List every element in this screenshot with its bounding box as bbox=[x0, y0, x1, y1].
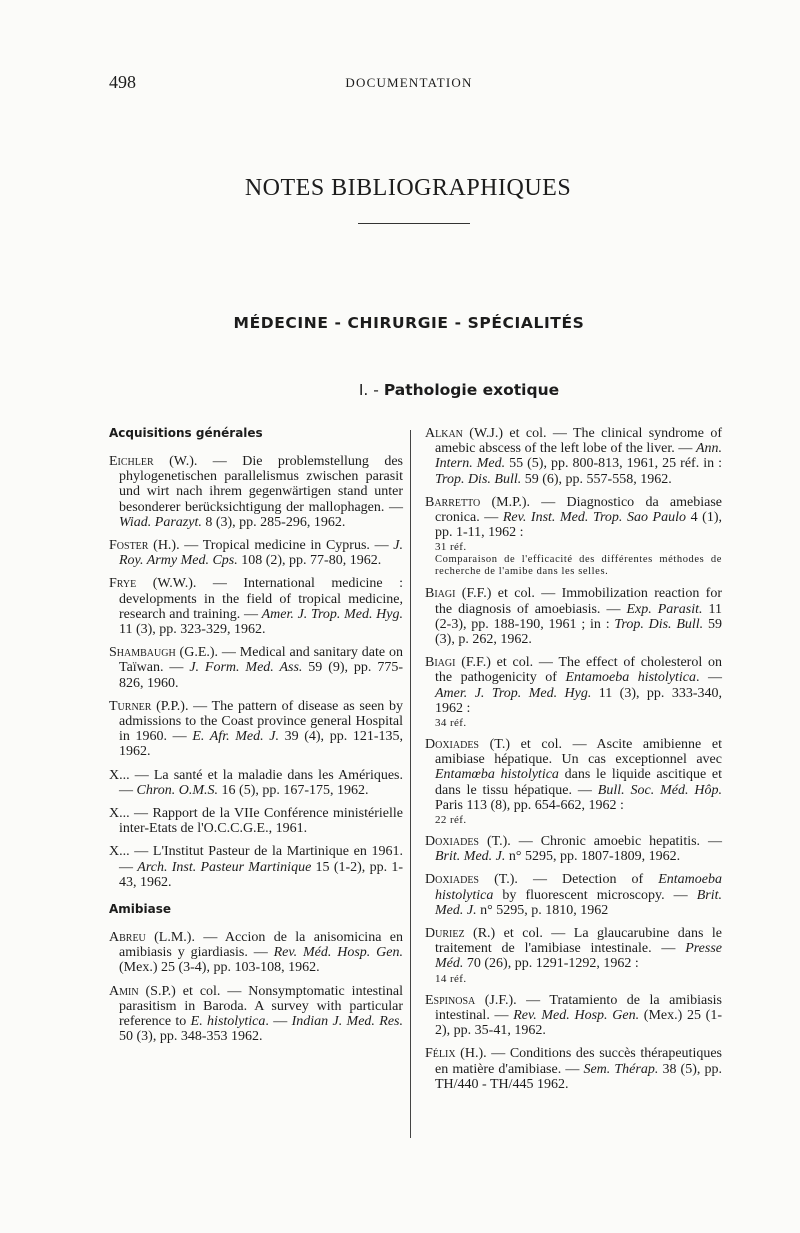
ref-count: 14 réf. bbox=[435, 972, 467, 985]
bib-entry: Amin (S.P.) et col. — Nonsymptomatic intestinal parasitism in Baroda. A survey with particular reference to E. histolytica. — Indian J. Med. Res. 50 (3), pp. 348-353 1962. bbox=[109, 983, 403, 1045]
bib-entry: Turner (P.P.). — The pattern of disease as seen by admissions to the Coast province general Hospital in 1960. — E. Afr. Med. J. 39 (4), pp. 121-135, 1962. bbox=[109, 698, 403, 760]
bib-entry: Espinosa (J.F.). — Tratamiento de la amibiasis intestinal. — Rev. Med. Hosp. Gen. (Mex.) 25 (1-2), pp. 35-41, 1962. bbox=[425, 992, 723, 1039]
ref-count: 31 réf. bbox=[435, 541, 467, 554]
bib-entry: Barretto (M.P.). — Diagnostico da amebiase cronica. — Rev. Inst. Med. Trop. Sao Paulo 4 (1), pp. 1-11, 1962 : 31 réf. Comparaison de l'efficacité des différentes méthodes de recherche de l'amibe dans les selles. bbox=[425, 494, 723, 578]
bib-entry: Foster (H.). — Tropical medicine in Cyprus. — J. Roy. Army Med. Cps. 108 (2), pp. 77-80, 1962. bbox=[109, 538, 403, 569]
bib-entry: Eichler (W.). — Die problemstellung des phylogenetischen parallelismus zwischen parasit und wirt nach ihrem gegenwärtigen stand unter besonderer berücksichtigung der mallophagen. — Wiad. Parazyt. 8 (3), pp. 285-296, 1962. bbox=[109, 454, 403, 530]
running-head: DOCUMENTATION bbox=[345, 75, 473, 90]
bib-entry: Shambaugh (G.E.). — Medical and sanitary date on Taïwan. — J. Form. Med. Ass. 59 (9), pp. 775-826, 1960. bbox=[109, 645, 403, 691]
left-column bbox=[109, 426, 403, 1053]
bib-entry: X... — La santé et la maladie dans les Amériques. — Chron. O.M.S. 16 (5), pp. 167-175, 1962. bbox=[109, 767, 403, 798]
column-divider bbox=[410, 430, 411, 1138]
entry-annotation: Comparaison de l'efficacité des différentes méthodes de recherche de l'amibe dans les selles. bbox=[435, 554, 722, 578]
bib-entry: Abreu (L.M.). — Accion de la anisomicina en amibiasis y giardiasis. — Rev. Méd. Hosp. Gen. (Mex.) 25 (3-4), pp. 103-108, 1962. bbox=[109, 930, 404, 976]
page-title: NOTES BIBLIOGRAPHIQUES bbox=[244, 175, 572, 201]
page-number: 498 bbox=[109, 72, 136, 92]
bib-entry: Biagi (F.F.) et col. — Immobilization reaction for the diagnosis of amoebiasis. — Exp. Parasit. 11 (2-3), pp. 188-190, 1961 ; in : Trop. Dis. Bull. 59 (3), p. 262, 1962. bbox=[425, 586, 722, 648]
ref-count: 34 réf. bbox=[435, 717, 467, 730]
bib-entry: X... — Rapport de la VIIe Conférence ministérielle inter-Etats de l'O.C.C.G.E., 1961. bbox=[109, 806, 403, 837]
title-rule bbox=[358, 223, 470, 224]
right-column bbox=[425, 426, 722, 1100]
bib-entry: Doxiades (T.). — Detection of Entamoeba histolytica by fluorescent microscopy. — Brit. Med. J. n° 5295, p. 1810, 1962 bbox=[425, 872, 722, 918]
subsection-number: I. - bbox=[358, 381, 379, 399]
heading-acquisitions: Acquisitions générales bbox=[109, 426, 263, 440]
heading-amibiase: Amibiase bbox=[109, 902, 171, 917]
subsection-label: Pathologie exotique bbox=[383, 381, 560, 399]
bib-entry: Frye (W.W.). — International medicine : developments in the field of tropical medicine, research and training. — Amer. J. Trop. Med. Hyg. 11 (3), pp. 323-329, 1962. bbox=[109, 576, 403, 638]
bib-entry: X... — L'Institut Pasteur de la Martinique en 1961. — Arch. Inst. Pasteur Martinique 15 (1-2), pp. 1-43, 1962. bbox=[109, 844, 403, 890]
bib-entry: Duriez (R.) et col. — La glaucarubine dans le traitement de l'amibiase intestinale. — Presse Méd. 70 (26), pp. 1291-1292, 1962 : 14 réf. bbox=[425, 926, 722, 985]
ref-count: 22 réf. bbox=[435, 814, 467, 827]
bib-entry: Doxiades (T.) et col. — Ascite amibienne et amibiase hépatique. Un cas exceptionnel avec Entamœba histolytica dans le liquide ascitique et dans le tissu hépatique. — Bull. Soc. Méd. Hôp. Paris 113 (8), pp. 654-662, 1962 : 22 réf. bbox=[425, 737, 723, 827]
bib-entry: Alkan (W.J.) et col. — The clinical syndrome of amebic abscess of the left lobe of the liver. — Ann. Intern. Med. 55 (5), pp. 800-813, 1961, 25 réf. in : Trop. Dis. Bull. 59 (6), pp. 557-558, 1962. bbox=[425, 426, 722, 487]
bib-entry: Félix (H.). — Conditions des succès thérapeutiques en matière d'amibiase. — Sem. Thérap. 38 (5), pp. TH/440 - TH/445 1962. bbox=[425, 1046, 722, 1092]
section-title: MÉDECINE - CHIRURGIE - SPÉCIALITÉS bbox=[233, 314, 585, 332]
subsection-title bbox=[0, 381, 800, 399]
bib-entry: Doxiades (T.). — Chronic amoebic hepatitis. — Brit. Med. J. n° 5295, pp. 1807-1809, 1962. bbox=[425, 834, 722, 865]
bib-entry: Biagi (F.F.) et col. — The effect of cholesterol on the pathogenicity of Entamoeba histolytica. — Amer. J. Trop. Med. Hyg. 11 (3), pp. 333-340, 1962 : 34 réf. bbox=[425, 655, 723, 730]
